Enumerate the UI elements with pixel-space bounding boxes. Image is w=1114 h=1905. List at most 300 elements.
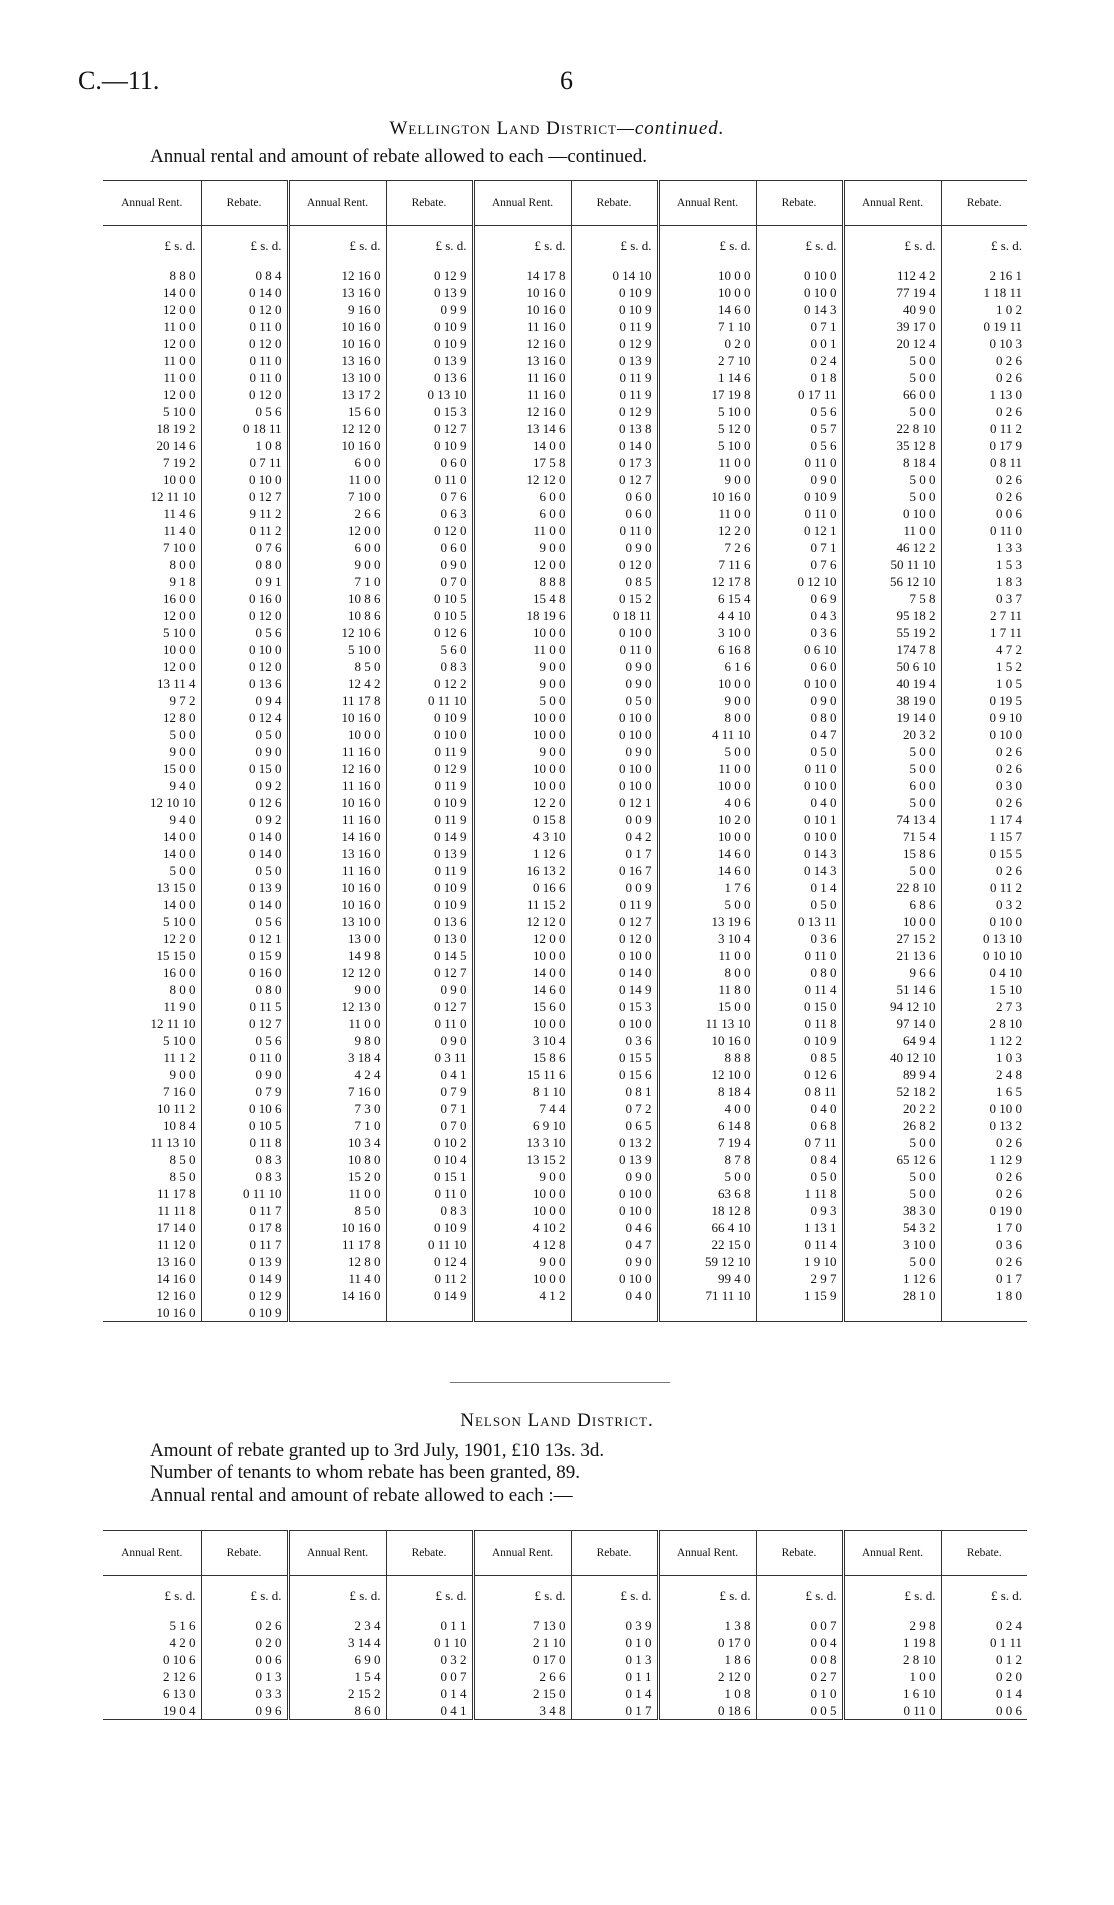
annual-rent-cell: 4 1 2 [473,1287,571,1304]
annual-rent-cell: 10 0 0 [103,641,201,658]
annual-rent-cell: 71 11 10 [658,1287,756,1304]
rebate-cell: 0 10 0 [571,1015,658,1032]
rebate-cell: 0 9 0 [571,539,658,556]
rebate-cell: 0 10 6 [201,1100,288,1117]
annual-rent-cell: 7 3 0 [288,1100,386,1117]
annual-rent-cell: 5 0 0 [843,760,941,777]
annual-rent-cell: 11 0 0 [658,760,756,777]
rebate-cell: 0 2 6 [996,404,1022,419]
rebate-cell: 0 9 0 [201,1066,288,1083]
annual-rent-cell: 9 0 0 [473,1168,571,1185]
annual-rent-cell: 0 2 0 [658,335,756,352]
annual-rent-cell: 14 16 0 [288,1287,386,1304]
table-row [103,1617,1027,1634]
units-label: £ s. d. [201,226,288,268]
rebate-cell: 0 11 2 [989,421,1022,436]
rebate-cell: 0 1 0 [756,1685,843,1702]
rebate-cell: 0 13 9 [201,1253,288,1270]
annual-rent-cell: 17 14 0 [103,1219,201,1236]
rebate-cell: 0 9 2 [201,811,288,828]
annual-rent-cell: 11 12 0 [103,1236,201,1253]
rebate-cell: 0 5 6 [201,624,288,641]
annual-rent-cell: 12 10 10 [103,794,201,811]
annual-rent-cell: 8 0 0 [658,709,756,726]
annual-rent-cell: 6 0 0 [288,539,386,556]
rebate-cell: 0 4 0 [571,1287,658,1304]
rebate-cell: 0 13 2 [989,1118,1022,1133]
column-header-rebate: Rebate. [941,1531,1027,1576]
annual-rent-cell: 7 2 6 [658,539,756,556]
rebate-cell: 0 16 0 [201,964,288,981]
rebate-cell: 0 6 8 [756,1117,843,1134]
annual-rent-cell: 8 0 0 [658,964,756,981]
annual-rent-cell: 5 10 0 [288,641,386,658]
rebate-cell: 0 9 0 [571,1168,658,1185]
annual-rent-cell: 11 0 0 [288,1185,386,1202]
rebate-cell: 0 11 10 [201,1185,288,1202]
table-row [103,624,1027,641]
annual-rent-cell: 5 0 0 [658,743,756,760]
table-row [103,1202,1027,1219]
annual-rent-cell: 5 0 0 [843,403,941,420]
annual-rent-cell: 4 12 8 [473,1236,571,1253]
rebate-cell: 0 7 6 [386,488,473,505]
annual-rent-cell: 12 2 0 [473,794,571,811]
table-row [103,964,1027,981]
annual-rent-cell: 7 13 0 [473,1617,571,1634]
rebate-cell: 0 1 1 [386,1617,473,1634]
rebate-cell: 0 2 4 [996,1618,1022,1633]
units-label: £ s. d. [473,226,571,268]
rebate-cell: 0 11 0 [386,1015,473,1032]
annual-rent-cell: 11 0 0 [473,641,571,658]
rebate-cell: 0 3 9 [571,1617,658,1634]
rebate-cell: 0 11 0 [756,760,843,777]
rebate-cell: 0 8 4 [201,267,288,284]
rebate-cell: 0 10 5 [386,607,473,624]
annual-rent-cell: 11 17 8 [288,1236,386,1253]
annual-rent-cell: 4 2 4 [288,1066,386,1083]
annual-rent-cell: 1 7 6 [658,879,756,896]
annual-rent-cell: 46 12 2 [843,539,941,556]
rebate-cell: 0 17 3 [571,454,658,471]
rebate-cell: 0 12 7 [571,913,658,930]
annual-rent-cell: 13 3 10 [473,1134,571,1151]
table-row [103,1151,1027,1168]
annual-rent-cell: 3 10 0 [658,624,756,641]
rebate-cell: 0 8 0 [201,556,288,573]
rebate-cell: 0 2 6 [996,1135,1022,1150]
annual-rent-cell: 6 0 0 [288,454,386,471]
rebate-cell: 0 5 6 [201,913,288,930]
rebate-cell: 0 8 5 [571,573,658,590]
rebate-cell [756,1304,843,1322]
annual-rent-cell: 1 19 8 [843,1634,941,1651]
table-row [103,641,1027,658]
annual-rent-cell: 12 0 0 [103,386,201,403]
annual-rent-cell: 4 11 10 [658,726,756,743]
rebate-cell: 0 11 2 [386,1270,473,1287]
annual-rent-cell: 11 16 0 [473,369,571,386]
annual-rent-cell: 10 0 0 [473,1202,571,1219]
table-row [103,726,1027,743]
annual-rent-cell: 10 16 0 [288,709,386,726]
annual-rent-cell: 7 4 4 [473,1100,571,1117]
rebate-cell: 1 8 0 [996,1288,1022,1303]
annual-rent-cell: 9 0 0 [473,658,571,675]
rebate-cell: 0 10 0 [571,709,658,726]
annual-rent-cell: 2 15 0 [473,1685,571,1702]
annual-rent-cell: 1 8 6 [658,1651,756,1668]
rebate-cell: 0 12 9 [571,335,658,352]
annual-rent-cell: 64 9 4 [843,1032,941,1049]
annual-rent-cell: 6 14 8 [658,1117,756,1134]
annual-rent-cell: 11 0 0 [658,505,756,522]
annual-rent-cell: 2 6 6 [288,505,386,522]
rebate-cell: 0 11 0 [386,471,473,488]
rebate-cell: 1 3 3 [996,540,1022,555]
rebate-cell: 0 0 9 [571,811,658,828]
rebate-cell: 0 7 11 [756,1134,843,1151]
annual-rent-cell: 8 8 0 [103,267,201,284]
rebate-cell: 0 19 0 [989,1203,1022,1218]
annual-rent-cell: 11 0 0 [288,1015,386,1032]
annual-rent-cell: 10 8 4 [103,1117,201,1134]
column-header-annual-rent: Annual Rent. [473,1531,571,1576]
rebate-cell: 0 8 5 [756,1049,843,1066]
rebate-cell: 0 0 6 [996,506,1022,521]
annual-rent-cell: 22 8 10 [843,420,941,437]
annual-rent-cell: 15 6 0 [288,403,386,420]
annual-rent-cell: 11 13 10 [658,1015,756,1032]
column-header-rebate: Rebate. [756,1531,843,1576]
annual-rent-cell: 2 9 8 [843,1617,941,1634]
annual-rent-cell: 12 0 0 [103,607,201,624]
rebate-cell: 0 8 3 [386,1202,473,1219]
annual-rent-cell: 10 0 0 [473,760,571,777]
table-row [103,352,1027,369]
table-row [103,1668,1027,1685]
annual-rent-cell: 18 19 6 [473,607,571,624]
wellington-title [0,118,1114,140]
table-row [103,1287,1027,1304]
units-label: £ s. d. [658,1576,756,1618]
rebate-cell: 1 0 8 [201,437,288,454]
table-row [103,1702,1027,1720]
annual-rent-cell: 15 2 0 [288,1168,386,1185]
annual-rent-cell: 6 15 4 [658,590,756,607]
annual-rent-cell: 7 16 0 [103,1083,201,1100]
rebate-cell: 0 15 3 [386,403,473,420]
annual-rent-cell: 10 16 0 [473,284,571,301]
rebate-cell: 0 10 0 [989,727,1022,742]
rebate-cell: 0 10 10 [983,948,1022,963]
rebate-cell: 1 6 5 [996,1084,1022,1099]
annual-rent-cell: 12 8 0 [288,1253,386,1270]
rebate-cell: 0 9 4 [201,692,288,709]
annual-rent-cell: 15 4 8 [473,590,571,607]
rebate-cell: 0 12 0 [571,556,658,573]
rebate-cell: 0 2 0 [201,1634,288,1651]
rebate-cell: 0 12 9 [386,267,473,284]
table-row [103,607,1027,624]
annual-rent-cell: 21 13 6 [843,947,941,964]
rebate-cell: 0 6 0 [756,658,843,675]
rebate-cell: 0 4 0 [756,1100,843,1117]
units-label: £ s. d. [756,226,843,268]
rebate-cell: 0 6 0 [386,454,473,471]
table-row [103,1236,1027,1253]
annual-rent-cell: 6 0 0 [473,488,571,505]
annual-rent-cell: 71 5 4 [843,828,941,845]
annual-rent-cell: 20 12 4 [843,335,941,352]
rebate-cell: 0 1 7 [571,1702,658,1720]
rebate-cell: 0 11 9 [386,862,473,879]
rebate-cell: 0 10 0 [989,914,1022,929]
rebate-cell: 0 11 0 [201,318,288,335]
rebate-cell: 0 12 10 [756,573,843,590]
rebate-cell: 0 12 6 [201,794,288,811]
annual-rent-cell: 9 16 0 [288,301,386,318]
annual-rent-cell: 15 6 0 [473,998,571,1015]
annual-rent-cell: 38 19 0 [843,692,941,709]
annual-rent-cell: 10 16 0 [288,896,386,913]
table-row [103,1634,1027,1651]
annual-rent-cell: 174 7 8 [843,641,941,658]
annual-rent-cell: 14 0 0 [473,437,571,454]
rebate-cell: 0 17 8 [201,1219,288,1236]
annual-rent-cell: 10 16 0 [103,1304,201,1322]
annual-rent-cell: 13 16 0 [473,352,571,369]
annual-rent-cell: 9 0 0 [658,471,756,488]
rebate-cell: 0 13 0 [386,930,473,947]
rebate-cell: 0 1 4 [571,1685,658,1702]
annual-rent-cell: 17 5 8 [473,454,571,471]
table-row [103,590,1027,607]
table-row [103,1032,1027,1049]
rebate-cell: 2 4 8 [996,1067,1022,1082]
column-header-annual-rent: Annual Rent. [658,1531,756,1576]
rebate-cell: 0 7 1 [756,539,843,556]
rebate-cell: 0 15 5 [571,1049,658,1066]
rebate-cell: 0 11 0 [756,505,843,522]
rebate-cell: 0 14 9 [386,828,473,845]
rebate-cell: 0 14 0 [201,284,288,301]
annual-rent-cell: 14 0 0 [103,828,201,845]
annual-rent-cell: 4 10 2 [473,1219,571,1236]
annual-rent-cell: 20 2 2 [843,1100,941,1117]
annual-rent-cell: 10 0 0 [843,913,941,930]
annual-rent-cell: 17 19 8 [658,386,756,403]
annual-rent-cell: 11 1 2 [103,1049,201,1066]
annual-rent-cell: 15 0 0 [658,998,756,1015]
rebate-cell: 0 9 9 [386,301,473,318]
rebate-cell: 0 3 6 [756,930,843,947]
annual-rent-cell: 3 18 4 [288,1049,386,1066]
table-row [103,1685,1027,1702]
rebate-cell: 0 10 0 [571,777,658,794]
annual-rent-cell: 13 15 0 [103,879,201,896]
table-row [103,794,1027,811]
annual-rent-cell: 5 0 0 [658,1168,756,1185]
annual-rent-cell: 0 11 0 [843,1702,941,1720]
rebate-cell: 0 14 3 [756,862,843,879]
table-row [103,1651,1027,1668]
annual-rent-cell: 7 5 8 [843,590,941,607]
rebate-cell: 0 10 0 [571,1202,658,1219]
annual-rent-cell: 12 11 10 [103,488,201,505]
annual-rent-cell: 52 18 2 [843,1083,941,1100]
table-row [103,335,1027,352]
annual-rent-cell: 11 16 0 [473,318,571,335]
rebate-cell [571,1304,658,1322]
annual-rent-cell: 11 13 10 [103,1134,201,1151]
nelson-rebate-table [103,1530,1027,1720]
rebate-cell: 0 13 9 [201,879,288,896]
rebate-cell: 0 2 6 [996,1186,1022,1201]
annual-rent-cell: 10 8 6 [288,590,386,607]
rebate-cell: 0 2 6 [996,353,1022,368]
annual-rent-cell: 10 0 0 [103,471,201,488]
rebate-cell: 1 13 0 [989,387,1022,402]
rebate-cell: 0 11 5 [201,998,288,1015]
annual-rent-cell: 63 6 8 [658,1185,756,1202]
rebate-cell: 0 2 6 [201,1617,288,1634]
rebate-cell: 0 14 0 [201,896,288,913]
rebate-cell: 2 16 1 [989,268,1022,283]
rebate-cell: 0 12 0 [201,386,288,403]
annual-rent-cell: 3 14 4 [288,1634,386,1651]
rebate-cell: 0 2 7 [756,1668,843,1685]
annual-rent-cell: 11 4 6 [103,505,201,522]
annual-rent-cell: 12 10 6 [288,624,386,641]
rebate-cell: 0 15 5 [989,846,1022,861]
annual-rent-cell: 2 1 10 [473,1634,571,1651]
rebate-cell: 0 7 6 [756,556,843,573]
rebate-cell: 0 4 7 [756,726,843,743]
nelson-table-caption: Annual rental and amount of rebate allowed to each :— [150,1484,573,1506]
annual-rent-cell: 10 2 0 [658,811,756,828]
annual-rent-cell: 11 0 0 [103,369,201,386]
table-row [103,1117,1027,1134]
rebate-cell: 0 1 4 [386,1685,473,1702]
annual-rent-cell: 5 10 0 [103,1032,201,1049]
annual-rent-cell: 8 8 8 [658,1049,756,1066]
rebate-cell: 0 15 0 [201,760,288,777]
annual-rent-cell: 5 0 0 [843,1185,941,1202]
annual-rent-cell: 14 0 0 [473,964,571,981]
annual-rent-cell: 13 16 0 [288,845,386,862]
annual-rent-cell: 8 5 0 [288,658,386,675]
units-label: £ s. d. [103,1576,201,1618]
rebate-cell: 0 3 11 [386,1049,473,1066]
annual-rent-cell: 6 9 10 [473,1117,571,1134]
annual-rent-cell: 4 2 0 [103,1634,201,1651]
annual-rent-cell: 5 12 0 [658,420,756,437]
annual-rent-cell: 11 8 0 [658,981,756,998]
annual-rent-cell: 0 15 8 [473,811,571,828]
rebate-cell: 0 12 2 [386,675,473,692]
annual-rent-cell: 10 16 0 [288,879,386,896]
table-row [103,267,1027,284]
annual-rent-cell: 2 12 6 [103,1668,201,1685]
annual-rent-cell: 10 0 0 [473,624,571,641]
annual-rent-cell: 6 16 8 [658,641,756,658]
annual-rent-cell: 1 0 8 [658,1685,756,1702]
annual-rent-cell: 97 14 0 [843,1015,941,1032]
annual-rent-cell: 51 14 6 [843,981,941,998]
rebate-cell: 0 11 0 [201,369,288,386]
rebate-cell: 0 3 0 [996,778,1022,793]
table-row [103,471,1027,488]
rebate-cell: 0 12 7 [201,488,288,505]
table-row [103,454,1027,471]
annual-rent-cell: 12 4 2 [288,675,386,692]
units-label: £ s. d. [288,1576,386,1618]
rebate-cell: 0 9 0 [386,981,473,998]
annual-rent-cell: 12 11 10 [103,1015,201,1032]
annual-rent-cell [473,1304,571,1322]
annual-rent-cell: 14 6 0 [658,862,756,879]
rebate-cell: 0 2 6 [996,761,1022,776]
annual-rent-cell: 11 0 0 [473,522,571,539]
rebate-cell: 0 12 6 [756,1066,843,1083]
table-row [103,301,1027,318]
annual-rent-cell: 7 10 0 [288,488,386,505]
annual-rent-cell: 13 15 2 [473,1151,571,1168]
rebate-cell: 1 18 11 [983,285,1022,300]
rebate-cell: 0 15 2 [571,590,658,607]
units-row [103,1576,1027,1618]
annual-rent-cell: 9 0 0 [473,1253,571,1270]
rebate-cell: 0 12 7 [386,420,473,437]
rebate-cell: 0 11 9 [571,318,658,335]
rebate-cell: 0 14 5 [386,947,473,964]
rebate-cell: 0 5 7 [756,420,843,437]
annual-rent-cell: 11 0 0 [103,318,201,335]
annual-rent-cell: 5 10 0 [103,624,201,641]
rebate-cell: 0 14 9 [571,981,658,998]
annual-rent-cell: 10 0 0 [473,777,571,794]
units-label: £ s. d. [473,1576,571,1618]
rebate-cell: 0 11 9 [571,386,658,403]
annual-rent-cell: 4 0 0 [658,1100,756,1117]
annual-rent-cell: 13 16 0 [288,284,386,301]
annual-rent-cell: 15 15 0 [103,947,201,964]
annual-rent-cell: 11 0 0 [843,522,941,539]
annual-rent-cell: 1 14 6 [658,369,756,386]
annual-rent-cell: 95 18 2 [843,607,941,624]
rebate-cell: 0 7 0 [386,1117,473,1134]
rebate-cell: 0 7 1 [756,318,843,335]
column-header-annual-rent: Annual Rent. [288,181,386,226]
annual-rent-cell: 16 13 2 [473,862,571,879]
table-row [103,777,1027,794]
annual-rent-cell: 5 1 6 [103,1617,201,1634]
annual-rent-cell: 50 6 10 [843,658,941,675]
annual-rent-cell: 2 8 10 [843,1651,941,1668]
annual-rent-cell: 5 0 0 [658,896,756,913]
annual-rent-cell: 65 12 6 [843,1151,941,1168]
annual-rent-cell: 12 2 0 [103,930,201,947]
rebate-cell: 0 10 0 [756,777,843,794]
rebate-cell: 2 8 10 [989,1016,1022,1031]
annual-rent-cell: 2 7 10 [658,352,756,369]
rebate-cell: 0 11 2 [201,522,288,539]
table-row [103,879,1027,896]
rebate-cell: 0 6 3 [386,505,473,522]
annual-rent-cell: 13 10 0 [288,913,386,930]
